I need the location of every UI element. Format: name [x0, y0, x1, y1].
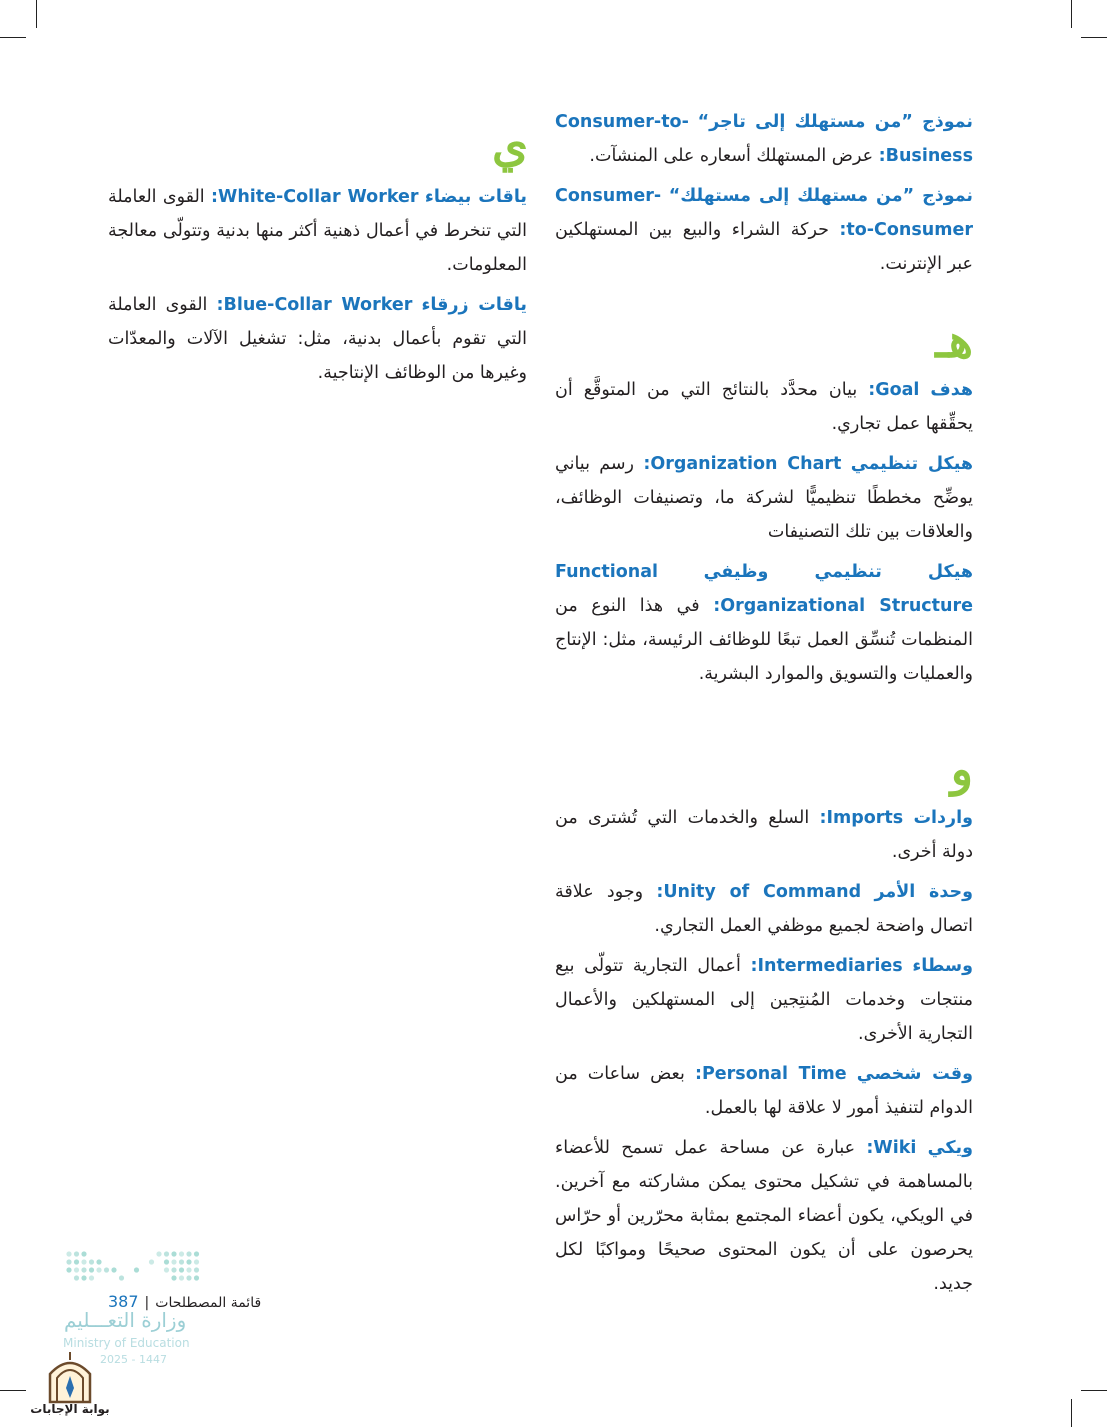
- glossary-entry: [555, 949, 973, 1051]
- glossary-entry: [555, 447, 973, 549]
- ministry-name-english: Ministry of Education: [63, 1336, 190, 1350]
- glossary-column-left: [108, 180, 527, 396]
- term-definition: القوى العاملة التي تنخرط في أعمال ذهنية أكثر منها بدنية وتتولّى معالجة المعلومات.: [108, 187, 527, 275]
- glossary-column-right: [555, 105, 973, 1307]
- glossary-entry: [555, 373, 973, 441]
- term-separator: :: [656, 882, 664, 902]
- glossary-entry: [555, 1131, 973, 1301]
- crop-mark: [0, 1390, 26, 1391]
- term-english: Personal Time: [701, 1064, 847, 1084]
- page-number: 387: [108, 1292, 139, 1311]
- term-arabic: وسطاء: [912, 956, 973, 976]
- logo-dots-icon: [65, 1250, 205, 1290]
- glossary-entry: [555, 1057, 973, 1125]
- section-letter: و: [950, 742, 973, 796]
- term-arabic: ويكي: [927, 1138, 973, 1158]
- term-separator: :: [694, 1064, 702, 1084]
- term-definition: رسم بياني يوضِّح مخططًا تنظيميًّا لشركة ما، وتصنيفات الوظائف، والعلاقات بين تلك التصنيفات: [555, 454, 973, 542]
- term-separator: :: [713, 596, 721, 616]
- crop-mark: [36, 0, 37, 28]
- term-definition: عبارة عن مساحة عمل تسمح للأعضاء بالمساهمة في تشكيل محتوى يمكن مشاركته مع آخرين. في الويكي، يكون أعضاء المجتمع بمثابة محرّرين أو حرّاس يحرصون على أن يكون المحتوى صحيحًا ومواكبًا لكل جديد.: [555, 1138, 973, 1294]
- term-arabic: ياقات زرقاء: [421, 295, 527, 315]
- term-english: Goal: [875, 380, 920, 400]
- term-separator: :: [878, 146, 886, 166]
- term-definition: عرض المستهلك أسعاره على المنشآت.: [589, 146, 874, 166]
- footer-divider: |: [144, 1295, 150, 1311]
- mosque-dome-icon: [30, 1350, 110, 1404]
- term-arabic: ياقات بيضاء: [424, 187, 527, 207]
- term-definition: حركة الشراء والبيع بين المستهلكين عبر الإنترنت.: [555, 220, 973, 274]
- term-english: Intermediaries: [757, 956, 903, 976]
- term-english: Blue-Collar Worker: [223, 295, 413, 315]
- crop-mark: [1081, 37, 1107, 38]
- term-definition: بيان محدَّد بالنتائج التي من المتوقَّع أن يحقِّقها عمل تجاري.: [555, 380, 973, 434]
- glossary-entry: [108, 180, 527, 282]
- answers-portal-watermark: [30, 1350, 110, 1422]
- term-arabic: نموذج ”من مستهلك إلى تاجر“: [697, 112, 973, 132]
- term-definition: القوى العاملة التي تقوم بأعمال بدنية، مثل: تشغيل الآلات والمعدّات وغيرها من الوظائف الإنتاجية.: [108, 295, 527, 383]
- crop-mark: [1081, 1390, 1107, 1391]
- crop-mark: [0, 37, 26, 38]
- term-arabic: نموذج ”من مستهلك إلى مستهلك“: [668, 186, 973, 206]
- term-english: White-Collar Worker: [218, 187, 419, 207]
- term-english: Imports: [826, 808, 904, 828]
- term-english: Wiki: [873, 1138, 917, 1158]
- term-separator: :: [819, 808, 827, 828]
- glossary-entry: [555, 801, 973, 869]
- section-letter: هـ: [935, 314, 973, 368]
- term-arabic: هيكل تنظيمي وظيفي: [703, 562, 973, 582]
- term-english: Consumer-to-Consumer: [555, 186, 973, 240]
- term-separator: :: [750, 956, 758, 976]
- page-footer: [108, 1292, 261, 1311]
- portal-label: بوابة الإجابات: [30, 1402, 110, 1416]
- term-arabic: واردات: [913, 808, 973, 828]
- term-separator: :: [868, 380, 876, 400]
- term-definition: في هذا النوع من المنظمات تُنسِّق العمل تبعًا للوظائف الرئيسة، مثل: الإنتاج والعمليات والتسويق والموارد البشرية.: [555, 596, 973, 684]
- glossary-entry: [555, 105, 973, 173]
- term-arabic: وحدة الأمر: [874, 882, 973, 902]
- glossary-entry: [555, 555, 973, 691]
- term-arabic: هدف: [930, 380, 973, 400]
- term-definition: السلع والخدمات التي تُشترى من دولة أخرى.: [555, 808, 973, 862]
- term-english: Consumer-to-Business: [555, 112, 973, 166]
- term-separator: :: [211, 187, 219, 207]
- term-english: Functional Organizational Structure: [555, 562, 973, 616]
- crop-mark: [1071, 0, 1072, 28]
- term-separator: :: [866, 1138, 874, 1158]
- footer-section-label: قائمة المصطلحات: [155, 1295, 262, 1311]
- glossary-entry: [555, 179, 973, 281]
- ministry-year: 2025 - 1447: [100, 1353, 167, 1366]
- ministry-name-arabic: وزارة التعـــليم: [64, 1308, 187, 1332]
- term-separator: :: [839, 220, 847, 240]
- term-separator: :: [643, 454, 651, 474]
- glossary-entry: [108, 288, 527, 390]
- term-separator: :: [216, 295, 224, 315]
- crop-mark: [1071, 1399, 1072, 1427]
- term-arabic: وقت شخصي: [856, 1064, 973, 1084]
- term-english: Organization Chart: [650, 454, 842, 474]
- section-letter-yaa: ي: [491, 118, 528, 172]
- glossary-entry: [555, 875, 973, 943]
- term-english: Unity of Command: [663, 882, 862, 902]
- term-definition: بعض ساعات من الدوام لتنفيذ أمور لا علاقة لها بالعمل.: [555, 1064, 973, 1118]
- term-definition: أعمال التجارية تتولّى بيع منتجات وخدمات المُنتِجين إلى المستهلكين والأعمال التجارية الأخرى.: [555, 956, 973, 1044]
- term-arabic: هيكل تنظيمي: [850, 454, 973, 474]
- term-definition: وجود علاقة اتصال واضحة لجميع موظفي العمل التجاري.: [555, 882, 973, 936]
